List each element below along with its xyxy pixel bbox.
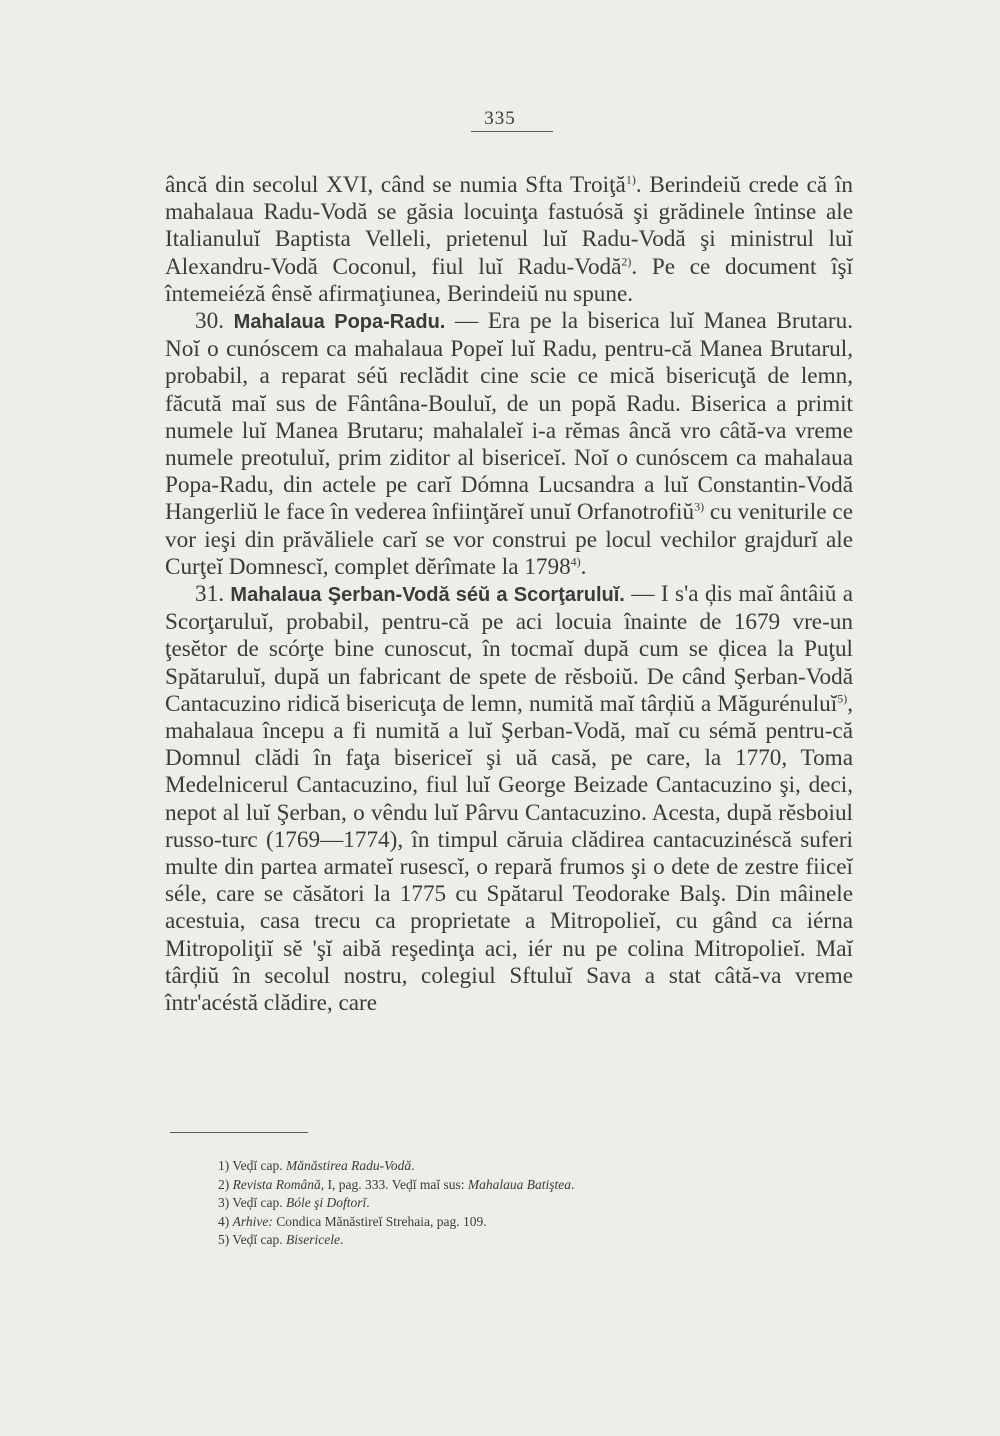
footnote-number: 2): [218, 1176, 230, 1192]
footnote-title: Mahalaua Batiştea: [467, 1176, 571, 1192]
footnote-text: Veḑĭ cap.: [232, 1232, 286, 1247]
section-heading: Mahalaua Şerban-Vodă séŭ a Scorţaruluĭ.: [230, 584, 625, 607]
footnote-title: Arhive:: [232, 1213, 273, 1229]
footnote-1: [218, 1157, 818, 1176]
footnote-5: [218, 1231, 818, 1250]
paragraph-intro: [165, 172, 853, 308]
footnote-3: [218, 1194, 818, 1213]
section-heading: Mahalaua Popa-Radu.: [233, 311, 446, 334]
body-text: [165, 172, 853, 1017]
footnote-text: .: [339, 1232, 344, 1247]
page-number-rule: [471, 131, 553, 132]
paragraph-text: âncă din secolul XVI, când se numia Sfta Troiţă: [165, 172, 626, 198]
footnote-title: Revista Română: [232, 1176, 321, 1192]
footnote-ref: 2): [621, 253, 632, 268]
footnote-title: Mănăstirea Radu-Vodă: [286, 1158, 412, 1173]
footnote-text: .: [570, 1176, 575, 1192]
paragraph-text: , mahalaua începu a fi numită a luĭ Şerban-Vodă, maĭ cu sémă pentru-că Domnul clădi în faţa bisericeĭ şi uă casă, pe care, la 1770, Toma Medelnicerul Cantacuzino, fiul luĭ George Beizade Cantacuzino şi, deci, nepot al luĭ Şerban, o vêndu luĭ Pârvu Cantacuzino. Acesta, după rĕsboiul russo-turc (1769—1774), în timpul căruia clădirea cantacuzinéscă suferi multe din partea armateĭ rusescĭ, o repară frumos şi o dete de zestre fiiceĭ séle, care se căsători la 1775 cu Spătarul Teodorake Balş. Din mâinele acestuia, casa trecu ca proprietate a Mitropolieĭ, cu gând ca iérna Mitropoliţiĭ sĕ 'şĭ aibă reşedinţa aci, iér nu pe colina Mitropolieĭ. Maĭ târḑiŭ în secolul nostru, colegiul Sftuluĭ Sava a stat câtă-va vreme într'acéstă clădire, care: [165, 690, 853, 1017]
paragraph-text: . Berindeiŭ crede că în mahalaua Radu-Vodă se găsia locuinţa fastuósă şi grădinele întinse ale Italianuluĭ Baptista Velleli, prietenul luĭ Radu-Vodă şi ministrul luĭ Alexandru-Vodă Coconul, fiul luĭ Radu-Vodă: [165, 172, 854, 280]
footnote-text: Veḑĭ cap.: [232, 1195, 286, 1210]
page-number: 335: [484, 108, 516, 129]
footnote-number: 5): [218, 1232, 230, 1247]
footnote-text: .: [411, 1158, 415, 1173]
footnote-2: [218, 1176, 818, 1195]
footnote-number: 3): [218, 1195, 230, 1210]
section-number: 30.: [195, 308, 224, 335]
footnote-text: , I, pag. 333. Veḑĭ maĭ sus:: [320, 1176, 468, 1192]
footnotes: [218, 1157, 818, 1250]
paragraph-text: — Era pe la biserica luĭ Manea Brutaru. Noĭ o cunóscem ca mahalaua Popeĭ luĭ Radu, pentru-că Manea Brutarul, probabil, a reparat séŭ reclădit cine scie ce mică bisericuţă de lemn, făcută maĭ sus de Fântâna-Bouluĭ, de un popă Radu. Biserica a primit numele luĭ Manea Brutaru; mahalaleĭ i-a rĕmas âncă vro câtă-va vreme numele preotuluĭ, prim ziditor al bisericeĭ. Noĭ o cunóscem ca mahalaua Popa-Radu, din actele pe carĭ Dómna Lucsandra a luĭ Constantin-Vodă Hangerliŭ le face în vederea înfiinţăreĭ unuĭ Orfanotrofiŭ: [165, 308, 853, 526]
footnote-ref: 5): [837, 691, 848, 706]
footnote-ref: 4): [570, 554, 581, 569]
footnote-ref: 3): [694, 499, 705, 514]
section-30: [165, 308, 853, 581]
footnote-text: Veḑĭ cap.: [232, 1158, 286, 1173]
footnote-rule: [170, 1132, 308, 1133]
footnote-title: Bóle şi Doftorĭ: [286, 1195, 367, 1210]
footnote-title: Bisericele: [286, 1232, 340, 1247]
footnote-number: 1): [218, 1158, 230, 1173]
footnote-number: 4): [218, 1213, 230, 1229]
section-31: [165, 581, 853, 1017]
paragraph-text: . Pe ce document îşĭ întemeiéză ênsĕ afirmaţiunea, Berindeiŭ nu spune.: [165, 253, 853, 307]
footnote-4: [218, 1213, 818, 1232]
paragraph-text: .: [580, 553, 587, 580]
paragraph-text: cu veniturile ce vor ieşi din prăvăliele carĭ se vor construi pe locul vechilor grajdurĭ ale Curţeĭ Domnescĭ, complet dĕrîmate la 1798: [165, 499, 853, 580]
section-number: 31.: [195, 581, 224, 608]
footnote-ref: 1): [625, 172, 636, 187]
footnote-text: .: [366, 1195, 370, 1210]
paragraph-text: — I s'a ḑis maĭ ântâiŭ a Scorţaruluĭ, probabil, pentru-că pe aci locuia înainte de 1679 vre-un ţesĕtor de scórţe bine cunoscut, în tocmaĭ după cum se ḑicea la Puţul Spătaruluĭ, după un fabricant de spete de rĕsboiŭ. De când Şerban-Vodă Cantacuzino ridică bisericuţa de lemn, numită maĭ târḑiŭ a Măgurénuluĭ: [165, 581, 853, 717]
footnote-text: Condica Mănăstireĭ Strehaia, pag. 109.: [272, 1213, 487, 1229]
